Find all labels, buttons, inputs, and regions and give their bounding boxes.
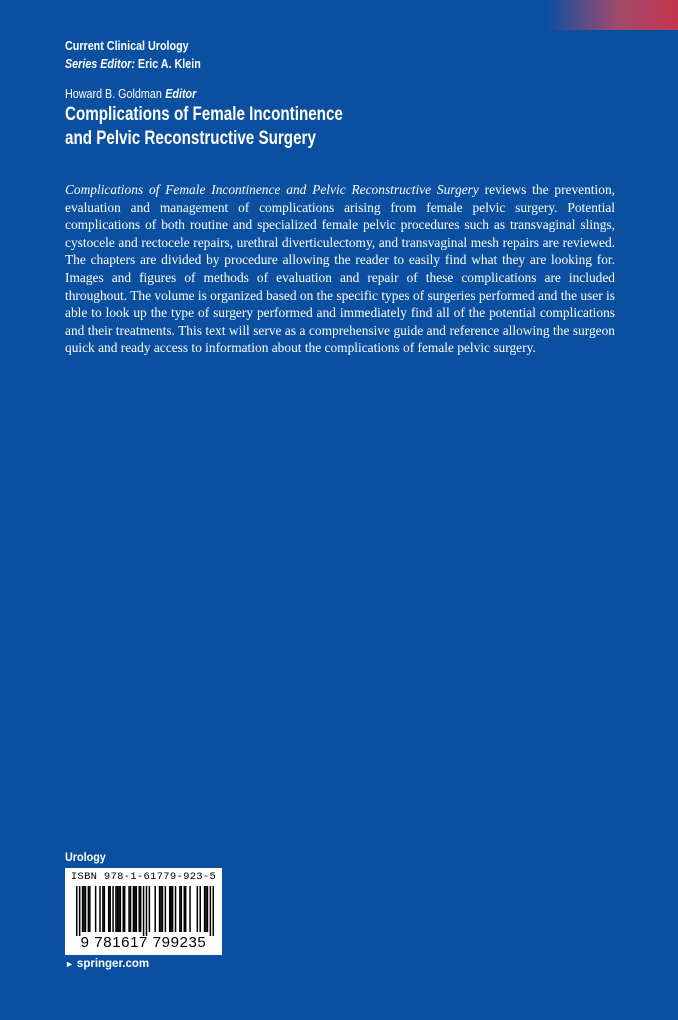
barcode-bar [88, 886, 90, 932]
barcode-bar [76, 886, 78, 936]
barcode-bar [115, 886, 117, 932]
series-editor-label: Series Editor: [65, 57, 135, 71]
barcode-bar [79, 886, 81, 936]
barcode-bar [160, 886, 162, 932]
barcode-bar [112, 886, 114, 932]
barcode-bar [108, 886, 110, 932]
barcode-bar [197, 886, 199, 932]
barcode-bar [120, 886, 122, 932]
barcode-bar [170, 886, 172, 932]
barcode-bar [210, 886, 212, 936]
series-name: Current Clinical Urology [65, 39, 189, 53]
barcode-graphic [76, 886, 214, 936]
barcode-bar [143, 886, 145, 936]
barcode-bar [102, 886, 104, 932]
corner-accent-strip [546, 0, 678, 30]
isbn-label: ISBN 978-1-61779-923-5 [70, 871, 217, 883]
barcode-bar [128, 886, 130, 932]
barcode-bar [205, 886, 207, 932]
barcode-bar [149, 886, 151, 932]
description-body: reviews the prevention, evaluation and management of complications arising from female pelvic surgery. Potential complications of both routine and specialized female pelvic procedures such as transvaginal slings, cystocele and rectocele repairs, urethral diverticulectomy, and transvaginal mesh repairs are reviewed. The chapters are divided by procedure allowing the reader to easily find what they are looking for. Images and figures of methods of evaluation and repair of these complications are included throughout. The volume is organized based on the specific types of surgeries performed and the user is able to look up the type of surgery performed and immediately find all of the potential complications and their treatments. This text will serve as a comprehensive guide and reference allowing the surgeon quick and ready access to information about the complications of female pelvic surgery. [65, 182, 615, 356]
book-title [65, 103, 369, 151]
book-description [65, 181, 615, 357]
barcode-bar [136, 886, 138, 932]
barcode-bar [82, 886, 84, 932]
book-title-line-1: Complications of Female Incontinence [65, 104, 343, 125]
barcode-bar [199, 886, 201, 932]
barcode-bar [122, 886, 124, 932]
barcode-bar [146, 886, 148, 936]
barcode-bar [189, 886, 191, 932]
barcode-bar [99, 886, 101, 932]
book-editor-role: Editor [165, 87, 197, 101]
barcode-bar [213, 886, 214, 936]
isbn-barcode-box [65, 868, 222, 955]
barcode-bar [169, 886, 171, 932]
barcode-bar [138, 886, 140, 932]
series-editor-line [65, 55, 201, 73]
book-editor-name: Howard B. Goldman [65, 87, 162, 101]
barcode-bar [181, 886, 183, 932]
barcode-bar [140, 886, 142, 932]
series-editor-name: Eric A. Klein [137, 57, 201, 71]
barcode-bar [118, 886, 120, 932]
barcode-bar [83, 886, 85, 932]
barcode-bar [154, 886, 156, 932]
barcode-bar [204, 886, 206, 932]
website-url: springer.com [76, 958, 150, 970]
barcode-bar [172, 886, 174, 932]
barcode-bar [124, 886, 126, 932]
barcode-bar [183, 886, 185, 932]
description-title: Complications of Female Incontinence and Pelvic Reconstructive Surgery [65, 182, 479, 197]
website-link[interactable] [65, 958, 149, 970]
barcode-bar [89, 886, 91, 932]
subject-category: Urology [65, 850, 106, 864]
arrow-icon: ► [65, 959, 74, 969]
barcode-bar [162, 886, 164, 932]
book-editor-line [65, 85, 196, 103]
book-title-line-2: and Pelvic Reconstructive Surgery [65, 128, 316, 149]
barcode-bar [159, 886, 161, 932]
barcode-bar [179, 886, 181, 932]
barcode-number: 9 781617 799235 [80, 934, 207, 951]
barcode-bar [104, 886, 106, 932]
barcode-bar [133, 886, 135, 932]
barcode-bar [109, 886, 111, 932]
barcode-bar [207, 886, 209, 932]
barcode-bar [134, 886, 136, 932]
barcode-bar [175, 886, 177, 932]
barcode-bar [85, 886, 87, 932]
barcode-bar [95, 886, 97, 932]
barcode-bar [165, 886, 167, 932]
barcode-bar [117, 886, 119, 932]
barcode-bar [130, 886, 132, 932]
barcode-bar [185, 886, 187, 932]
